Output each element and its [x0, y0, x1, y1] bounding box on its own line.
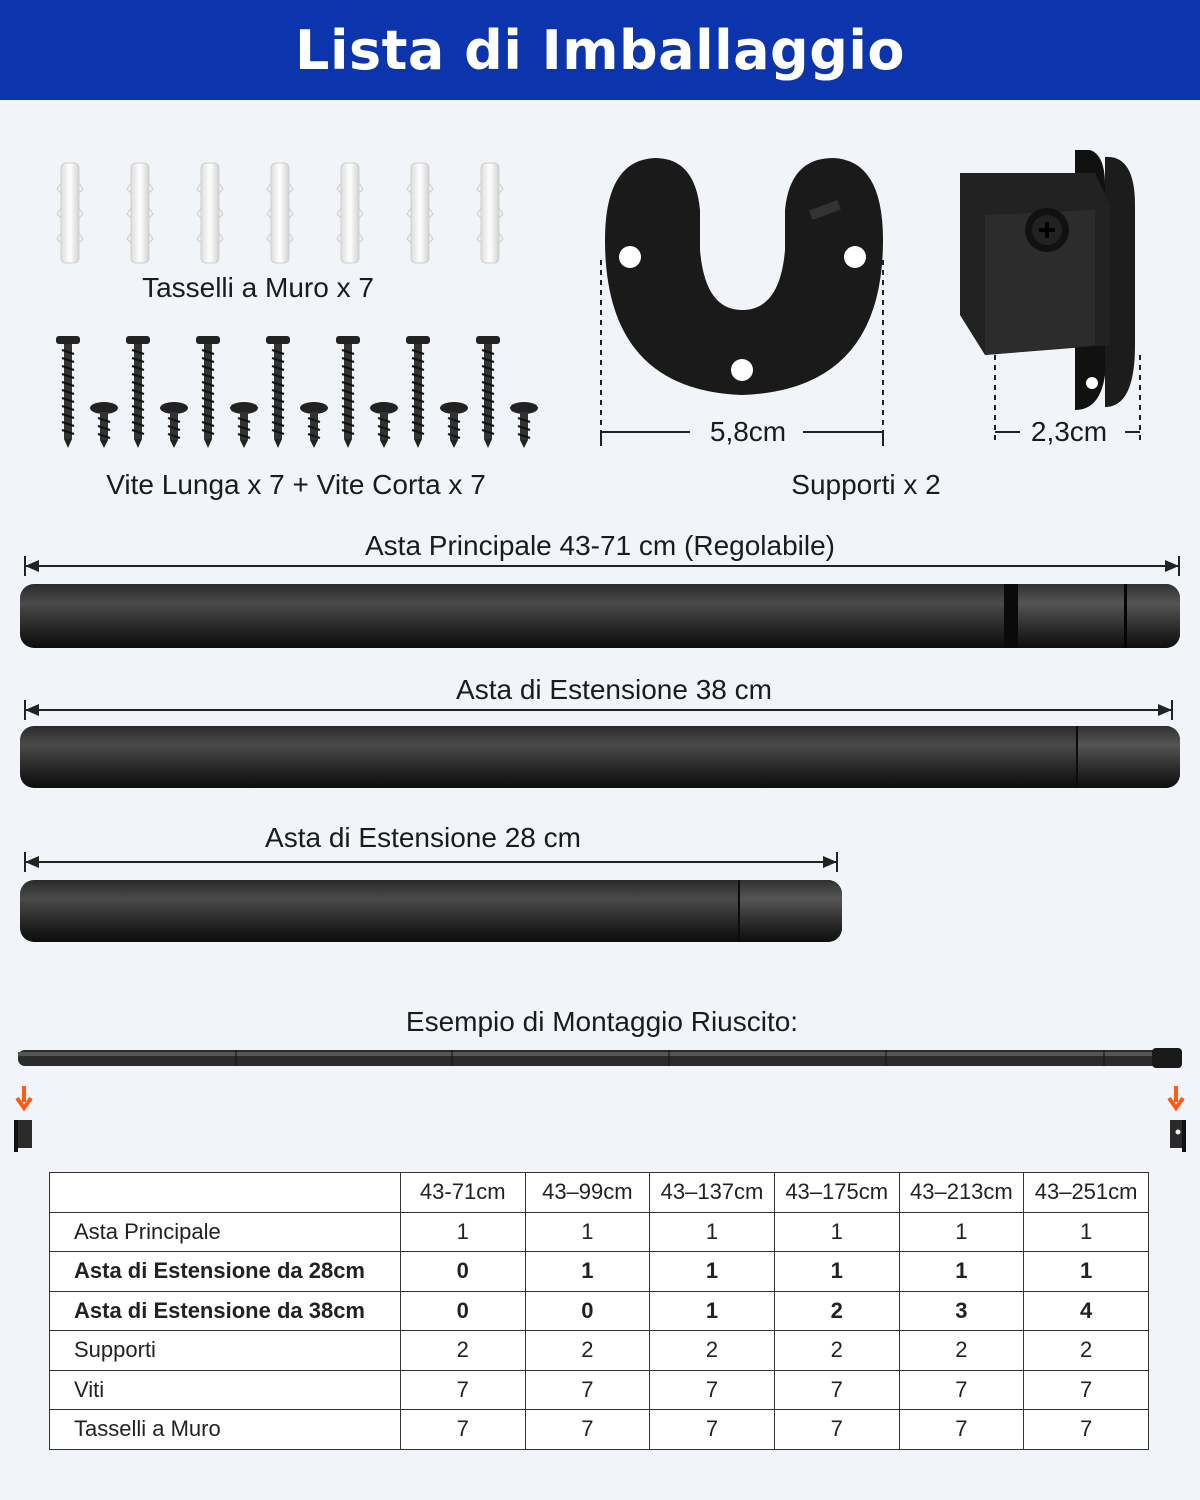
table-cell: 1 — [774, 1212, 899, 1252]
wall-anchors-illustration — [40, 158, 520, 268]
column-header: 43–175cm — [774, 1173, 899, 1213]
column-header: 43–213cm — [899, 1173, 1024, 1213]
table-cell: 1 — [899, 1252, 1024, 1292]
table-cell: 2 — [525, 1331, 650, 1371]
ext28-rod — [20, 880, 842, 942]
screws-label: Vite Lunga x 7 + Vite Corta x 7 — [106, 469, 486, 500]
row-label: Viti — [50, 1370, 401, 1410]
column-header: 43-71cm — [400, 1173, 525, 1213]
row-label: Asta di Estensione da 38cm — [50, 1291, 401, 1331]
table-corner-cell — [50, 1173, 401, 1213]
ext38-dimension-line — [22, 700, 1182, 720]
ext38-rod — [20, 726, 1180, 788]
table-cell: 1 — [1024, 1252, 1149, 1292]
table-row — [50, 1252, 1149, 1292]
main-rod-dimension-line — [22, 556, 1182, 576]
row-label: Asta Principale — [50, 1212, 401, 1252]
table-cell: 1 — [650, 1291, 775, 1331]
bracket-side-illustration — [955, 145, 1155, 445]
table-cell: 2 — [899, 1331, 1024, 1371]
bracket-depth-label: 2,3cm — [1030, 416, 1108, 447]
table-cell: 7 — [525, 1410, 650, 1450]
table-header-row — [50, 1173, 1149, 1213]
table-cell: 2 — [1024, 1331, 1149, 1371]
table-cell: 7 — [650, 1410, 775, 1450]
column-header: 43–99cm — [525, 1173, 650, 1213]
table-cell: 1 — [525, 1212, 650, 1252]
table-row — [50, 1212, 1149, 1252]
table-cell: 1 — [899, 1212, 1024, 1252]
page-title: Lista di Imballaggio — [295, 18, 905, 82]
table-row — [50, 1291, 1149, 1331]
ext28-rod-label: Asta di Estensione 28 cm — [265, 822, 581, 853]
table-cell: 1 — [1024, 1212, 1149, 1252]
table-cell: 1 — [650, 1212, 775, 1252]
table-cell: 7 — [1024, 1370, 1149, 1410]
row-label: Supporti — [50, 1331, 401, 1371]
main-rod-label: Asta Principale 43-71 cm (Regolabile) — [365, 530, 835, 561]
bracket-width-label: 5,8cm — [709, 416, 787, 447]
ext28-dimension-line — [22, 852, 842, 872]
column-header: 43–137cm — [650, 1173, 775, 1213]
table-cell: 7 — [774, 1410, 899, 1450]
table-cell: 7 — [774, 1370, 899, 1410]
row-label: Tasselli a Muro — [50, 1410, 401, 1450]
table-cell: 2 — [400, 1331, 525, 1371]
main-rod — [20, 584, 1180, 648]
bracket-front-illustration — [595, 150, 895, 450]
table-row — [50, 1410, 1149, 1450]
brackets-label: Supporti x 2 — [791, 469, 941, 500]
table-cell: 7 — [899, 1410, 1024, 1450]
table-cell: 0 — [400, 1252, 525, 1292]
row-label: Asta di Estensione da 28cm — [50, 1252, 401, 1292]
table-cell: 7 — [650, 1370, 775, 1410]
table-cell: 2 — [774, 1291, 899, 1331]
table-cell: 7 — [400, 1410, 525, 1450]
table-cell: 2 — [650, 1331, 775, 1371]
ext38-rod-label: Asta di Estensione 38 cm — [456, 674, 772, 705]
table-cell: 2 — [774, 1331, 899, 1371]
header-banner — [0, 0, 1200, 100]
table-cell: 1 — [525, 1252, 650, 1292]
table-cell: 1 — [400, 1212, 525, 1252]
table-cell: 3 — [899, 1291, 1024, 1331]
table-cell: 7 — [899, 1370, 1024, 1410]
assembly-title: Esempio di Montaggio Riuscito: — [405, 1006, 799, 1037]
configuration-table — [49, 1172, 1149, 1450]
table-cell: 0 — [525, 1291, 650, 1331]
table-row — [50, 1331, 1149, 1371]
table-cell: 7 — [525, 1370, 650, 1410]
screws-illustration — [50, 336, 550, 451]
table-cell: 1 — [774, 1252, 899, 1292]
table-cell: 7 — [1024, 1410, 1149, 1450]
table-cell: 0 — [400, 1291, 525, 1331]
anchors-label: Tasselli a Muro x 7 — [142, 272, 374, 303]
table-cell: 4 — [1024, 1291, 1149, 1331]
assembled-rod-illustration — [14, 1046, 1184, 1156]
table-cell: 1 — [650, 1252, 775, 1292]
table-row — [50, 1370, 1149, 1410]
column-header: 43–251cm — [1024, 1173, 1149, 1213]
table-cell: 7 — [400, 1370, 525, 1410]
